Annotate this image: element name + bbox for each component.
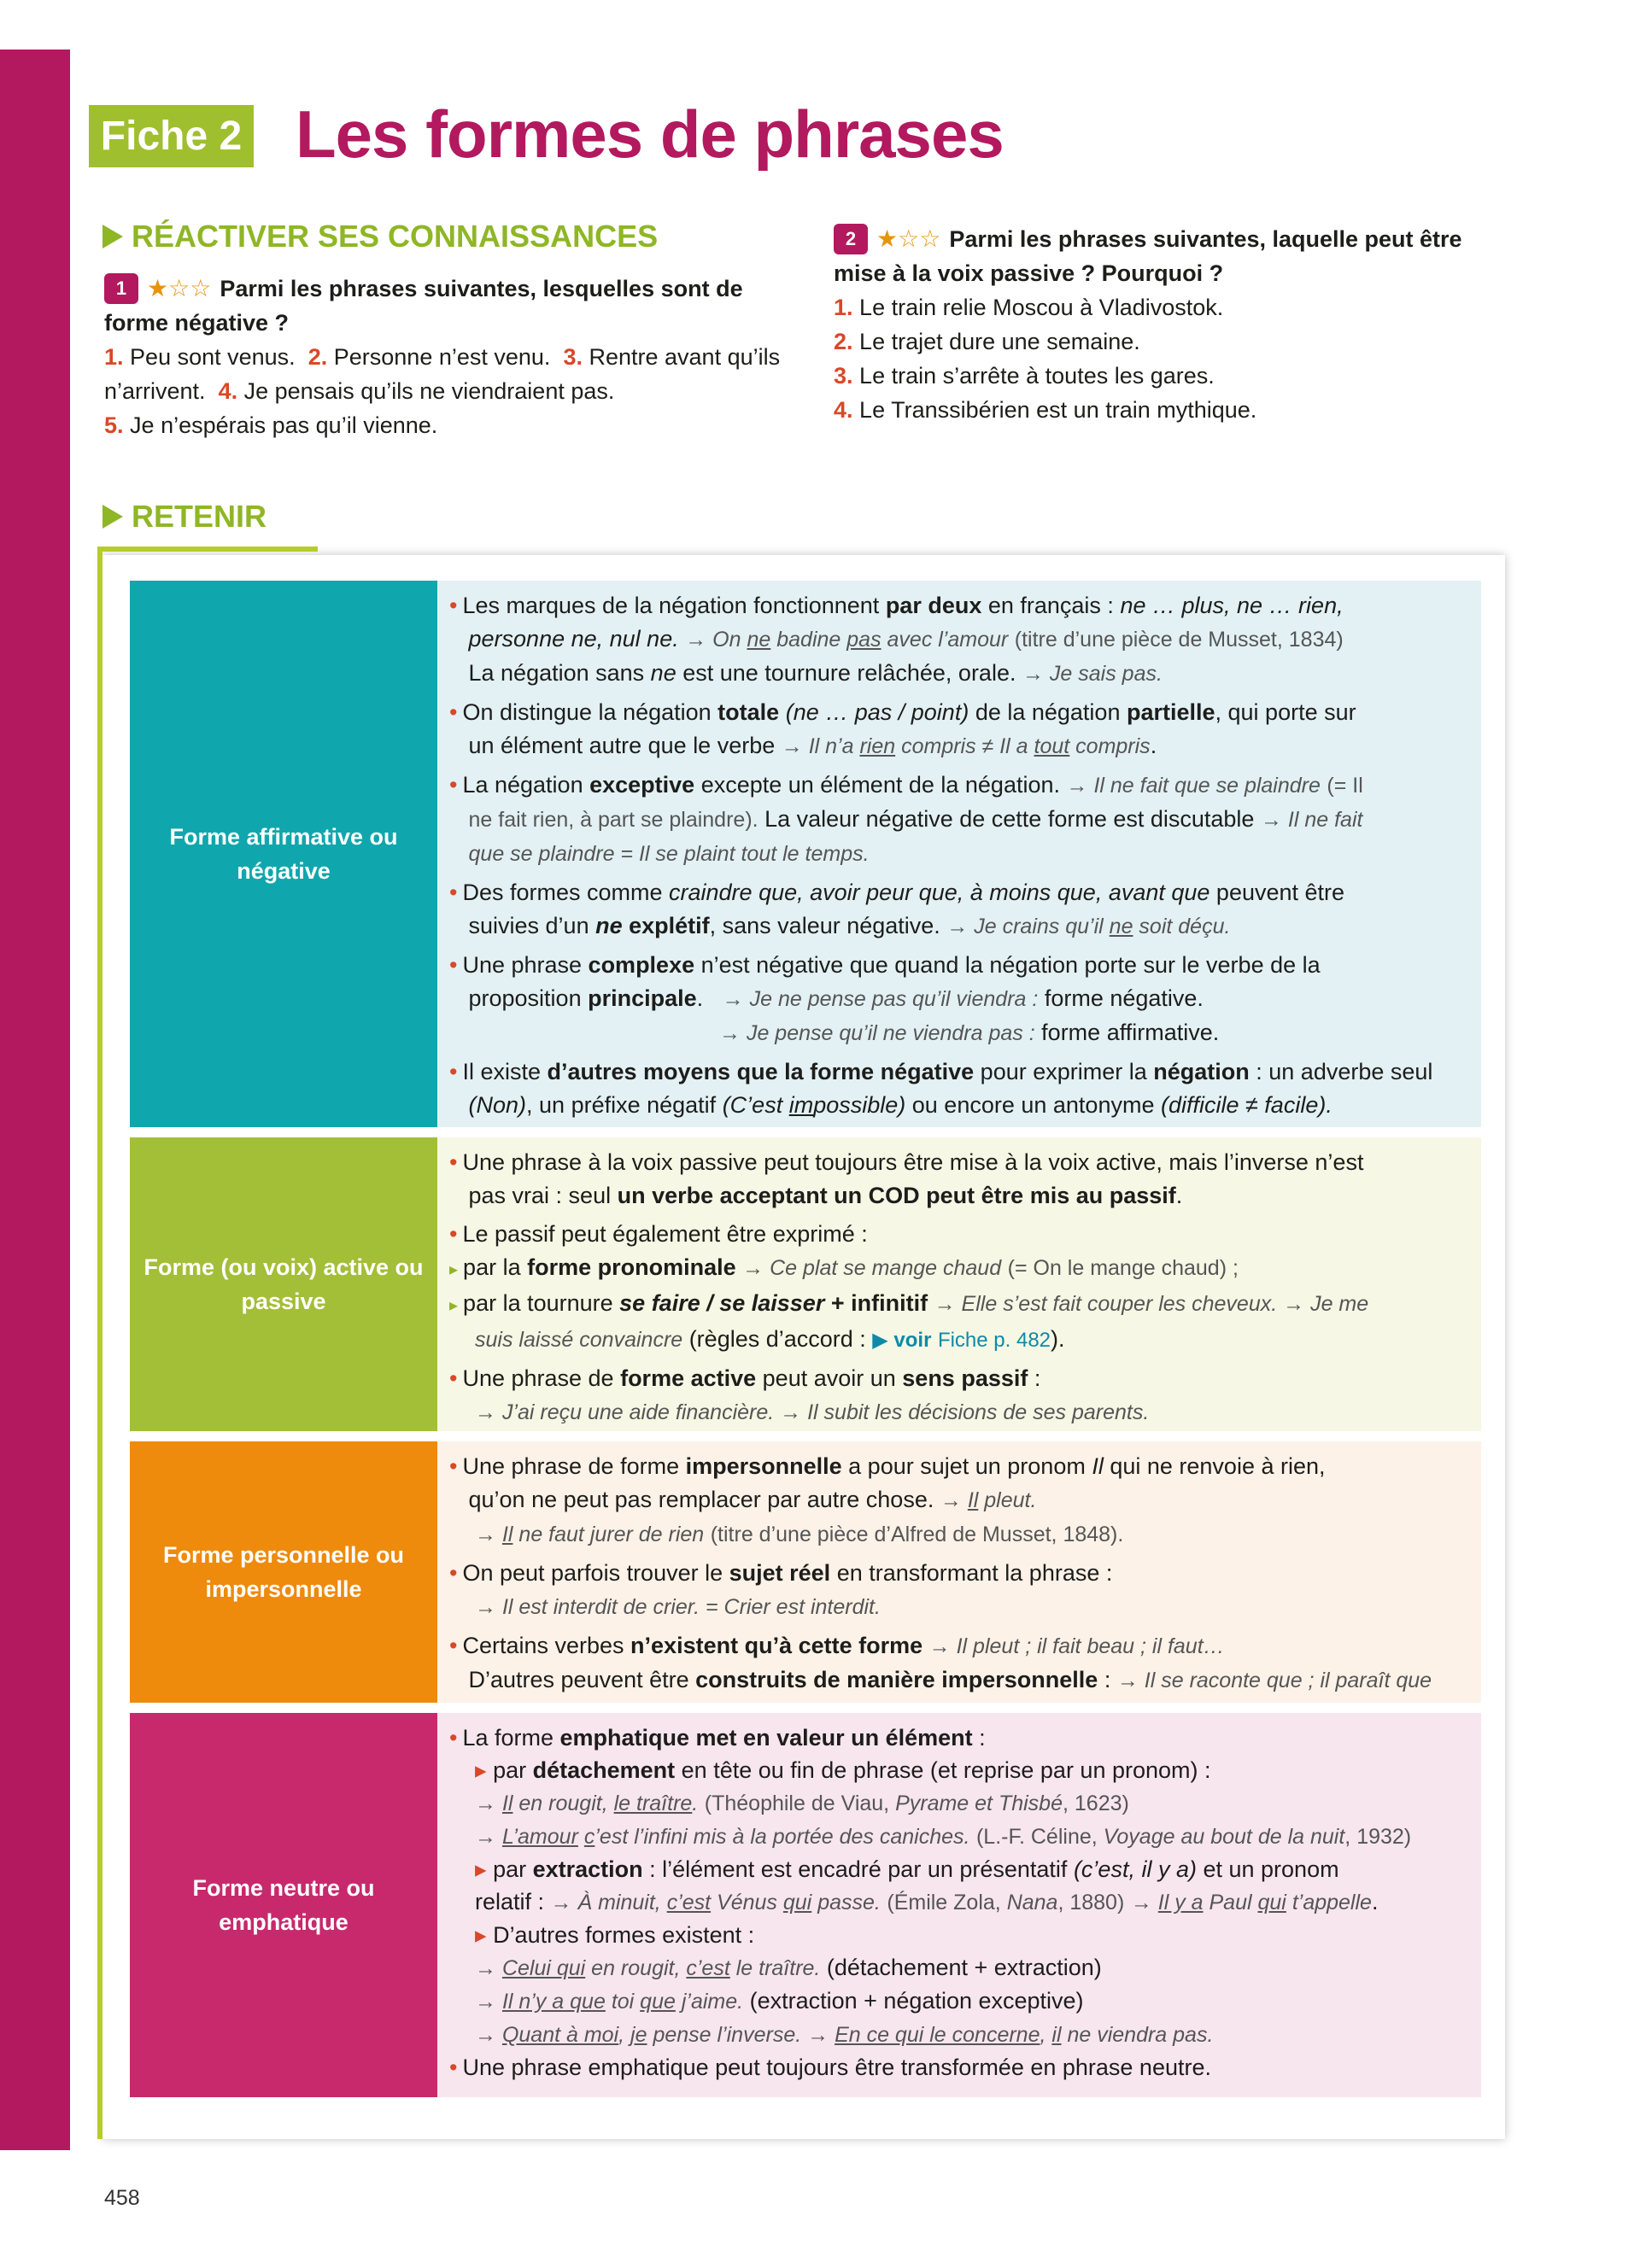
row-label: Forme neutre ou emphatique bbox=[130, 1713, 437, 2097]
exercise-question: Parmi les phrases suivantes, laquelle peut être mise à la voix passive ? Pourquoi ? bbox=[834, 226, 1462, 286]
row-content: • La forme emphatique met en valeur un élément : ▸ par détachement en tête ou fin de phrase (et reprise par un pronom) : → Il en rougit, le traître. (Théophile de Viau, Pyrame et Thisbé, 1623) → L’amour c’est l’infini mis à la portée des caniches. (L.-F. Céline, Voyage au bout de la nuit, 1932) ▸ par extraction : l’élément est encadré par un présentatif (c’est, il y a) et un pronom relatif : → À minuit, c’est Vénus qui passe. (Émile Zola, Nana, 1880) → Il y a Paul qui t’appelle. ▸ D’autres formes existent : → Celui qui en rougit, c’est le traître. (détachement + extraction) → Il n’y a que toi que j’aime. (extraction + négation exceptive) → Quant à moi, je pense l’inverse. → En ce qui le concerne, il ne viendra pas. • Une phrase emphatique peut toujours être transformée en phrase neutre. bbox=[437, 1713, 1481, 2097]
exercise-number: 2 bbox=[834, 224, 868, 254]
reactiver-heading: RÉACTIVER SES CONNAISSANCES bbox=[102, 219, 658, 254]
row-content: • Une phrase à la voix passive peut toujours être mise à la voix active, mais l’inverse n’est pas vrai : seul un verbe acceptant un COD peut être mis au passif. • Le passif peut également être exprimé : ▸ par la forme pronominale → Ce plat se mange chaud (= On le mange chaud) ; ▸ par la tournure se faire / se laisser + infinitif → Elle s’est fait couper les cheveux. → Je me suis laissé convaincre (règles d’accord : ▶ voir Fiche p. 482). • Une phrase de forme active peut avoir un sens passif : → J’ai reçu une aide financière. → Il subit les décisions de ses parents. bbox=[437, 1137, 1481, 1431]
retenir-row-impersonal bbox=[130, 1441, 1481, 1703]
exercise-items: 1. Le train relie Moscou à Vladivostok. 2. Le trajet dure une semaine. 3. Le train s’arrête à toutes les gares. 4. Le Transsibérien est un train mythique. bbox=[834, 295, 1257, 423]
retenir-row-negative bbox=[130, 581, 1481, 1127]
exercise-1 bbox=[104, 272, 788, 442]
exercise-number: 1 bbox=[104, 273, 138, 304]
retenir-row-passive bbox=[130, 1137, 1481, 1431]
row-content: • Une phrase de forme impersonnelle a pour sujet un pronom Il qui ne renvoie à rien, qu’on ne peut pas remplacer par autre chose. → Il pleut. → Il ne faut jurer de rien (titre d’une pièce d’Alfred de Musset, 1848). • On peut parfois trouver le sujet réel en transformant la phrase : → Il est interdit de crier. = Crier est interdit. • Certains verbes n’existent qu’à cette forme → Il pleut ; il fait beau ; il faut… D’autres peuvent être construits de manière impersonnelle : → Il se raconte que ; il paraît que bbox=[437, 1441, 1481, 1703]
exercise-question: Parmi les phrases suivantes, lesquelles sont de forme négative ? bbox=[104, 276, 743, 336]
exercise-2 bbox=[834, 222, 1517, 427]
retenir-heading: RETENIR bbox=[102, 499, 266, 535]
exercise-items: 1. Peu sont venus. 2. Personne n’est venu. 3. Rentre avant qu’ils n’arrivent. 4. Je pensais qu’ils ne viendraient pas. 5. Je n’espérais pas qu’il vienne. bbox=[104, 344, 781, 438]
page-number: 458 bbox=[104, 2186, 140, 2210]
row-content: • Les marques de la négation fonctionnent par deux en français : ne … plus, ne … rien, personne ne, nul ne. → On ne badine pas avec l’amour (titre d’une pièce de Musset, 1834) La négation sans ne est une tournure relâchée, orale. → Je sais pas. • On distingue la négation totale (ne … pas / point) de la négation partielle, qui porte sur un élément autre que le verbe → Il n’a rien compris ≠ Il a tout compris. • La négation exceptive excepte un élément de la négation. → Il ne fait que se plaindre (= Il ne fait rien, à part se plaindre). La valeur négative de cette forme est discutable → Il ne fait que se plaindre = Il se plaint tout le temps. • Des formes comme craindre que, avoir peur que, à moins que, avant que peuvent être suivies d’un ne explétif, sans valeur négative. → Je crains qu’il ne soit déçu. • Une phrase complexe n’est négative que quand la négation porte sur le verbe de la proposition principale. → Je ne pense pas qu’il viendra : forme négative. → Je pense qu’il ne viendra pas : forme affirmative. • Il existe d’autres moyens que la forme négative pour exprimer la négation : un adverbe seul (Non), un préfixe négatif (C’est impossible) ou encore un antonyme (difficile ≠ facile). bbox=[437, 581, 1481, 1127]
difficulty-stars-icon: ★☆☆ bbox=[876, 225, 941, 252]
retenir-row-emphatic bbox=[130, 1713, 1481, 2097]
page-title: Les formes de phrases bbox=[296, 96, 1004, 172]
difficulty-stars-icon: ★☆☆ bbox=[147, 275, 212, 301]
fiche-badge: Fiche 2 bbox=[89, 105, 254, 167]
play-triangle-icon bbox=[102, 505, 123, 529]
row-label: Forme affirmative ou négative bbox=[130, 581, 437, 1127]
row-label: Forme personnelle ou impersonnelle bbox=[130, 1441, 437, 1703]
row-label: Forme (ou voix) active ou passive bbox=[130, 1137, 437, 1431]
sidebar-stripe bbox=[0, 50, 70, 2150]
play-triangle-icon bbox=[102, 225, 123, 248]
